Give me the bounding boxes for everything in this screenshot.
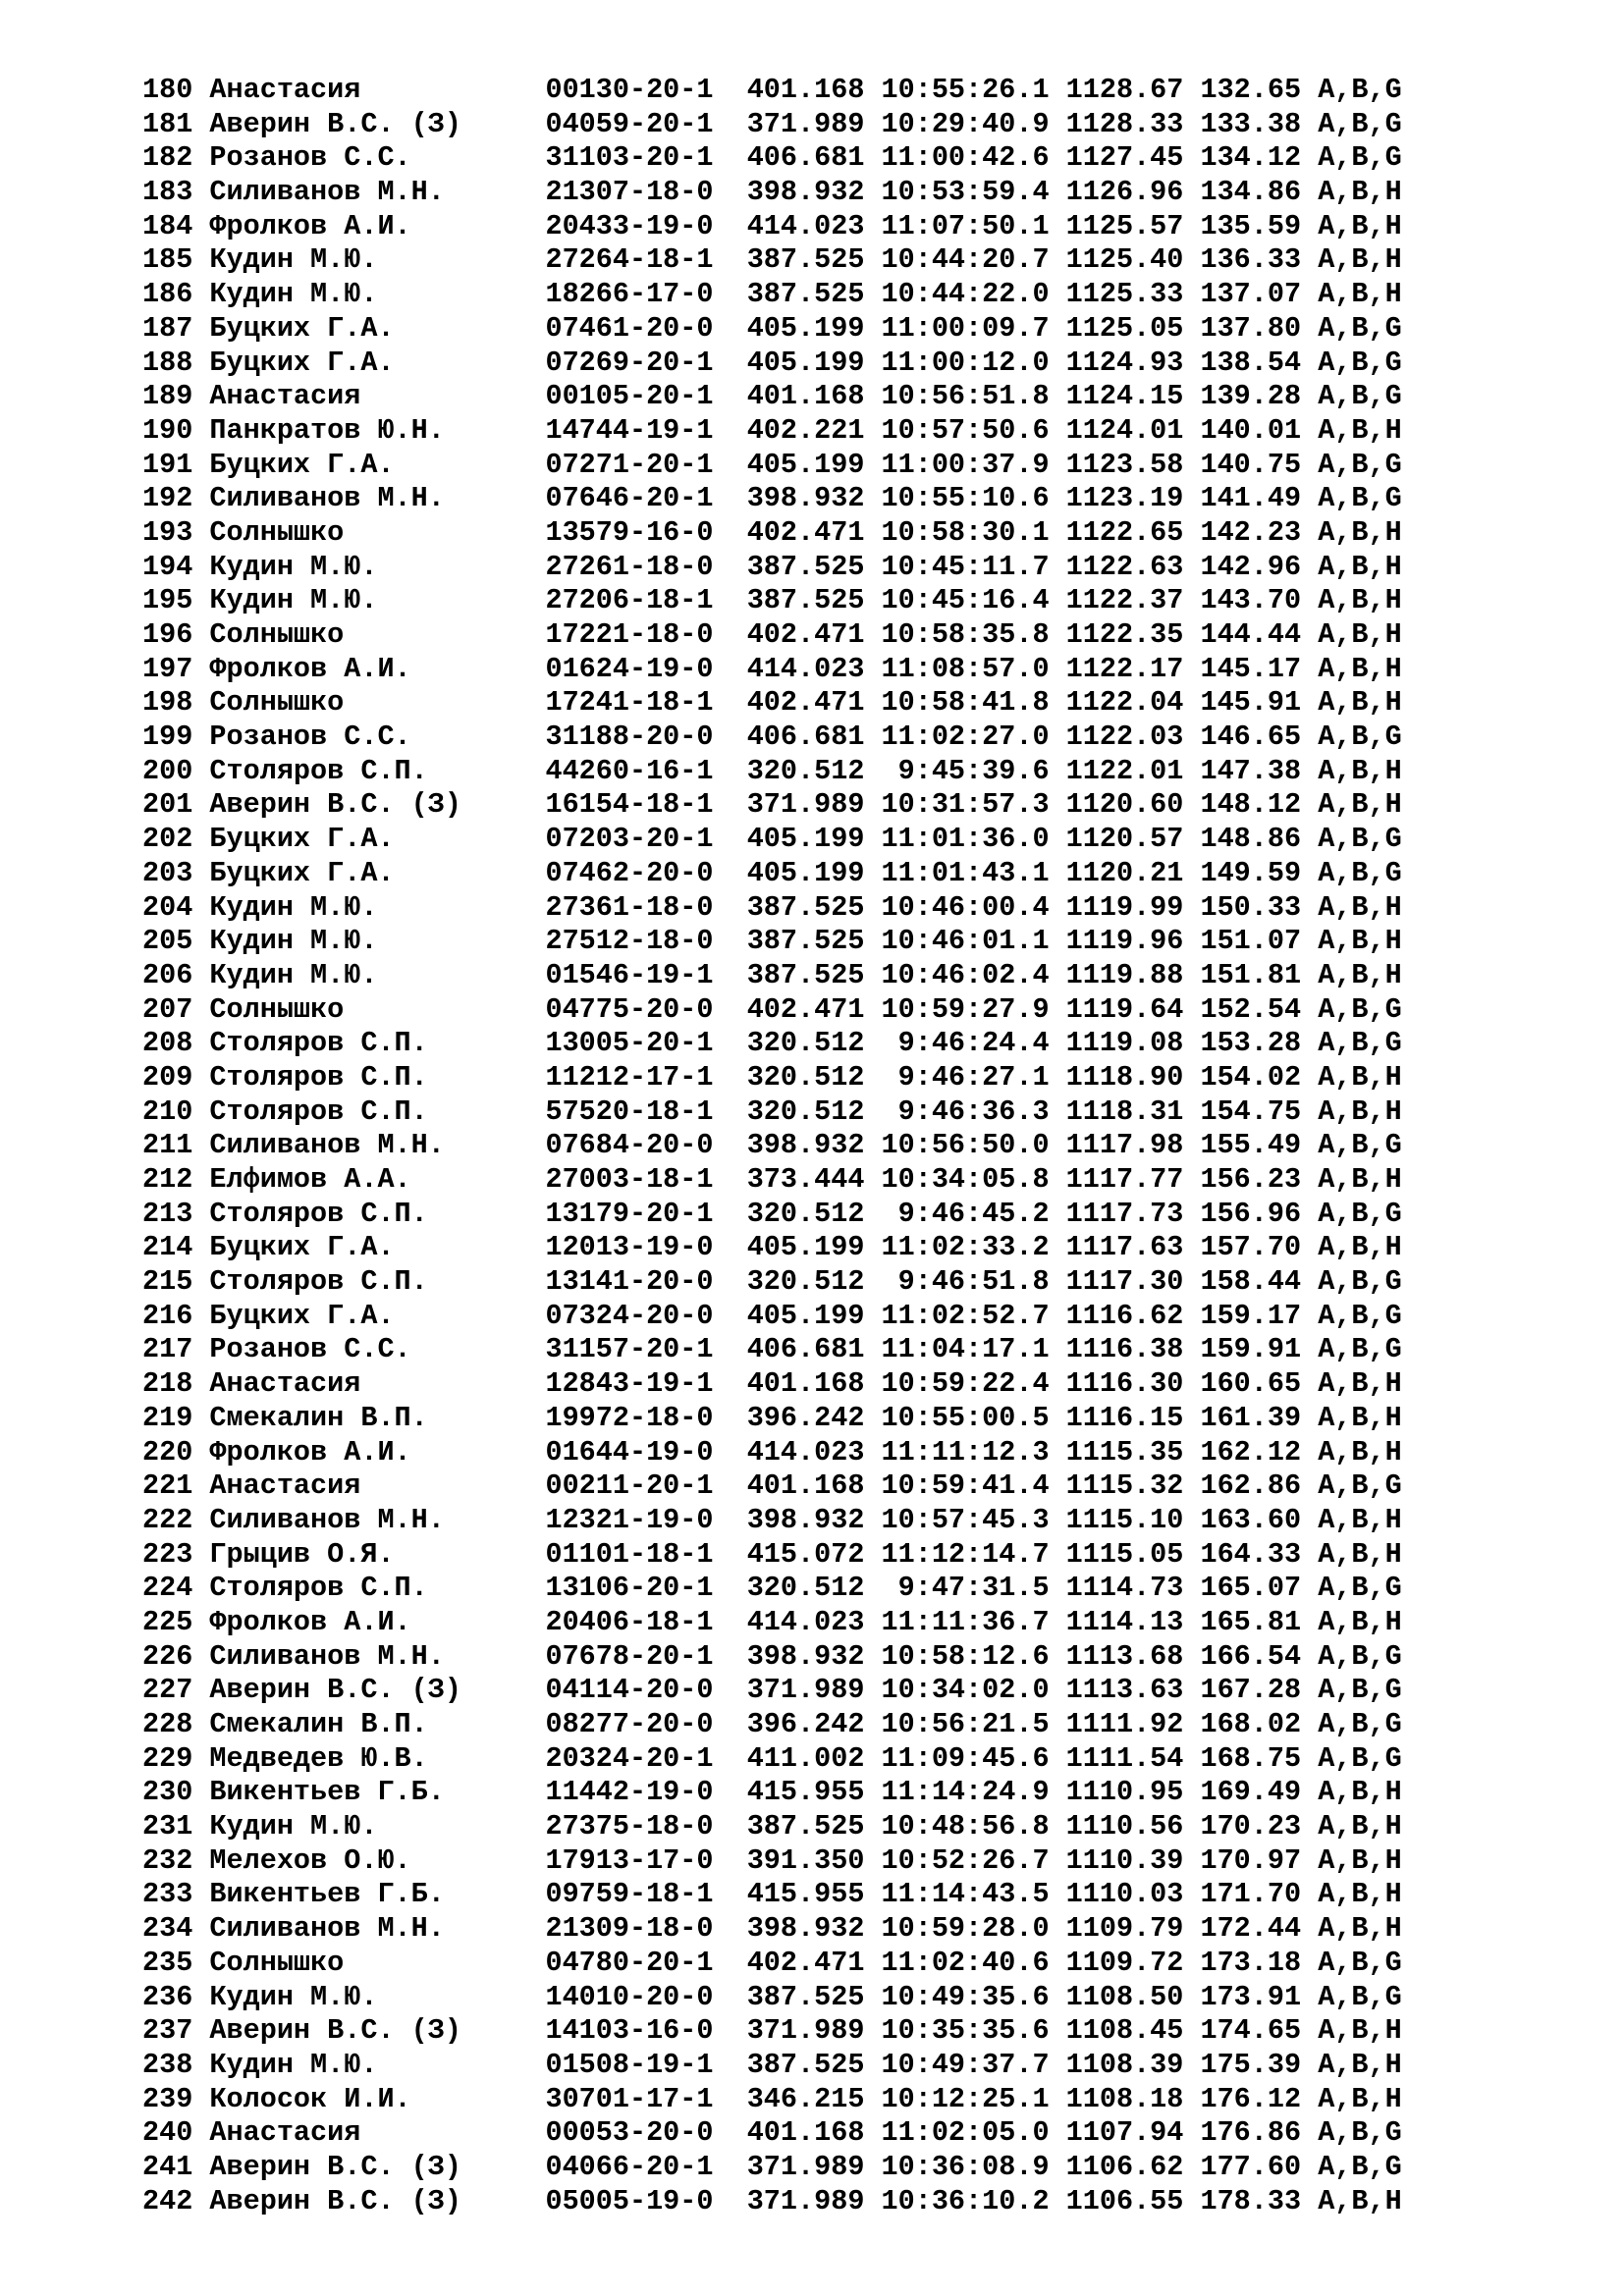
table-row: 228 Смекалин В.П. 08277-20-0 396.242 10:56:21.5 1111.92 168.02 A,B,G bbox=[142, 1708, 1402, 1740]
table-row: 203 Буцких Г.А. 07462-20-0 405.199 11:01:43.1 1120.21 149.59 A,B,G bbox=[142, 856, 1402, 889]
table-row: 219 Смекалин В.П. 19972-18-0 396.242 10:55:00.5 1116.15 161.39 A,B,H bbox=[142, 1401, 1402, 1434]
table-row: 214 Буцких Г.А. 12013-19-0 405.199 11:02:33.2 1117.63 157.70 A,B,H bbox=[142, 1231, 1402, 1264]
table-row: 220 Фролков А.И. 01644-19-0 414.023 11:11:12.3 1115.35 162.12 A,B,H bbox=[142, 1435, 1402, 1468]
table-row: 188 Буцких Г.А. 07269-20-1 405.199 11:00:12.0 1124.93 138.54 A,B,G bbox=[142, 346, 1402, 379]
table-row: 199 Розанов С.С. 31188-20-0 406.681 11:02:27.0 1122.03 146.65 A,B,G bbox=[142, 721, 1402, 754]
table-row: 213 Столяров С.П. 13179-20-1 320.512 9:46:45.2 1117.73 156.96 A,B,G bbox=[142, 1197, 1402, 1230]
table-row: 226 Силиванов М.Н. 07678-20-1 398.932 10:58:12.6 1113.68 166.54 A,B,G bbox=[142, 1639, 1402, 1673]
table-row: 207 Солнышко 04775-20-0 402.471 10:59:27.9 1119.64 152.54 A,B,G bbox=[142, 992, 1402, 1026]
table-row: 234 Силиванов М.Н. 21309-18-0 398.932 10:59:28.0 1109.79 172.44 A,B,H bbox=[142, 1912, 1402, 1946]
table-row: 215 Столяров С.П. 13141-20-0 320.512 9:46:51.8 1117.30 158.44 A,B,G bbox=[142, 1265, 1402, 1299]
table-row: 229 Медведев Ю.В. 20324-20-1 411.002 11:09:45.6 1111.54 168.75 A,B,G bbox=[142, 1741, 1402, 1775]
table-row: 230 Викентьев Г.Б. 11442-19-0 415.955 11:14:24.9 1110.95 169.49 A,B,H bbox=[142, 1776, 1402, 1809]
table-row: 190 Панкратов Ю.Н. 14744-19-1 402.221 10:57:50.6 1124.01 140.01 A,B,H bbox=[142, 413, 1402, 447]
table-row: 233 Викентьев Г.Б. 09759-18-1 415.955 11:14:43.5 1110.03 171.70 A,B,H bbox=[142, 1878, 1402, 1911]
table-row: 211 Силиванов М.Н. 07684-20-0 398.932 10:56:50.0 1117.98 155.49 A,B,G bbox=[142, 1129, 1402, 1162]
table-row: 201 Аверин В.С. (З) 16154-18-1 371.989 10:31:57.3 1120.60 148.12 A,B,H bbox=[142, 788, 1402, 822]
table-row: 189 Анастасия 00105-20-1 401.168 10:56:51.8 1124.15 139.28 A,B,G bbox=[142, 380, 1402, 413]
table-row: 196 Солнышко 17221-18-0 402.471 10:58:35.8 1122.35 144.44 A,B,H bbox=[142, 618, 1402, 651]
table-row: 236 Кудин М.Ю. 14010-20-0 387.525 10:49:35.6 1108.50 173.91 A,B,G bbox=[142, 1980, 1402, 2013]
table-row: 237 Аверин В.С. (З) 14103-16-0 371.989 10:35:35.6 1108.45 174.65 A,B,H bbox=[142, 2014, 1402, 2048]
table-row: 197 Фролков А.И. 01624-19-0 414.023 11:08:57.0 1122.17 145.17 A,B,H bbox=[142, 652, 1402, 685]
table-row: 192 Силиванов М.Н. 07646-20-1 398.932 10:55:10.6 1123.19 141.49 A,B,G bbox=[142, 482, 1402, 515]
table-row: 186 Кудин М.Ю. 18266-17-0 387.525 10:44:22.0 1125.33 137.07 A,B,H bbox=[142, 278, 1402, 311]
table-row: 221 Анастасия 00211-20-1 401.168 10:59:41.4 1115.32 162.86 A,B,G bbox=[142, 1469, 1402, 1503]
table-row: 224 Столяров С.П. 13106-20-1 320.512 9:47:31.5 1114.73 165.07 A,B,G bbox=[142, 1572, 1402, 1605]
table-row: 241 Аверин В.С. (З) 04066-20-1 371.989 10:36:08.9 1106.62 177.60 A,B,G bbox=[142, 2150, 1402, 2183]
table-row: 202 Буцких Г.А. 07203-20-1 405.199 11:01:36.0 1120.57 148.86 A,B,G bbox=[142, 823, 1402, 856]
table-row: 180 Анастасия 00130-20-1 401.168 10:55:26.1 1128.67 132.65 A,B,G bbox=[142, 74, 1402, 106]
table-row: 210 Столяров С.П. 57520-18-1 320.512 9:46:36.3 1118.31 154.75 A,B,H bbox=[142, 1095, 1402, 1128]
table-row: 184 Фролков А.И. 20433-19-0 414.023 11:07:50.1 1125.57 135.59 A,B,H bbox=[142, 209, 1402, 242]
table-row: 223 Грыцив О.Я. 01101-18-1 415.072 11:12:14.7 1115.05 164.33 A,B,H bbox=[142, 1537, 1402, 1571]
table-row: 222 Силиванов М.Н. 12321-19-0 398.932 10:57:45.3 1115.10 163.60 A,B,H bbox=[142, 1503, 1402, 1536]
table-row: 232 Мелехов О.Ю. 17913-17-0 391.350 10:52:26.7 1110.39 170.97 A,B,H bbox=[142, 1843, 1402, 1877]
table-row: 195 Кудин М.Ю. 27206-18-1 387.525 10:45:16.4 1122.37 143.70 A,B,H bbox=[142, 584, 1402, 617]
table-row: 183 Силиванов М.Н. 21307-18-0 398.932 10:53:59.4 1126.96 134.86 A,B,H bbox=[142, 176, 1402, 209]
table-row: 239 Колосок И.И. 30701-17-1 346.215 10:12:25.1 1108.18 176.12 A,B,H bbox=[142, 2082, 1402, 2115]
table-row: 231 Кудин М.Ю. 27375-18-0 387.525 10:48:56.8 1110.56 170.23 A,B,H bbox=[142, 1810, 1402, 1843]
table-row: 227 Аверин В.С. (З) 04114-20-0 371.989 10:34:02.0 1113.63 167.28 A,B,G bbox=[142, 1674, 1402, 1707]
table-row: 191 Буцких Г.А. 07271-20-1 405.199 11:00:37.9 1123.58 140.75 A,B,G bbox=[142, 448, 1402, 481]
table-row: 187 Буцких Г.А. 07461-20-0 405.199 11:00:09.7 1125.05 137.80 A,B,G bbox=[142, 311, 1402, 345]
table-row: 194 Кудин М.Ю. 27261-18-0 387.525 10:45:11.7 1122.63 142.96 A,B,H bbox=[142, 550, 1402, 583]
table-row: 206 Кудин М.Ю. 01546-19-1 387.525 10:46:02.4 1119.88 151.81 A,B,H bbox=[142, 958, 1402, 991]
table-row: 181 Аверин В.С. (З) 04059-20-1 371.989 10:29:40.9 1128.33 133.38 A,B,G bbox=[142, 107, 1402, 140]
table-row: 209 Столяров С.П. 11212-17-1 320.512 9:46:27.1 1118.90 154.02 A,B,H bbox=[142, 1060, 1402, 1094]
table-row: 212 Елфимов А.А. 27003-18-1 373.444 10:34:05.8 1117.77 156.23 A,B,H bbox=[142, 1163, 1402, 1196]
table-row: 242 Аверин В.С. (З) 05005-19-0 371.989 10:36:10.2 1106.55 178.33 A,B,H bbox=[142, 2184, 1402, 2217]
table-row: 193 Солнышко 13579-16-0 402.471 10:58:30.1 1122.65 142.23 A,B,H bbox=[142, 515, 1402, 549]
table-row: 205 Кудин М.Ю. 27512-18-0 387.525 10:46:01.1 1119.96 151.07 A,B,H bbox=[142, 925, 1402, 958]
table-row: 218 Анастасия 12843-19-1 401.168 10:59:22.4 1116.30 160.65 A,B,H bbox=[142, 1367, 1402, 1401]
table-row: 185 Кудин М.Ю. 27264-18-1 387.525 10:44:20.7 1125.40 136.33 A,B,H bbox=[142, 243, 1402, 277]
table-row: 204 Кудин М.Ю. 27361-18-0 387.525 10:46:00.4 1119.99 150.33 A,B,H bbox=[142, 890, 1402, 924]
table-row: 216 Буцких Г.А. 07324-20-0 405.199 11:02:52.7 1116.62 159.17 A,B,G bbox=[142, 1299, 1402, 1332]
results-table bbox=[142, 74, 1402, 2218]
table-row: 225 Фролков А.И. 20406-18-1 414.023 11:11:36.7 1114.13 165.81 A,B,H bbox=[142, 1605, 1402, 1638]
table-row: 198 Солнышко 17241-18-1 402.471 10:58:41.8 1122.04 145.91 A,B,H bbox=[142, 686, 1402, 720]
table-row: 200 Столяров С.П. 44260-16-1 320.512 9:45:39.6 1122.01 147.38 A,B,H bbox=[142, 754, 1402, 787]
table-row: 208 Столяров С.П. 13005-20-1 320.512 9:46:24.4 1119.08 153.28 A,B,G bbox=[142, 1027, 1402, 1060]
table-row: 217 Розанов С.С. 31157-20-1 406.681 11:04:17.1 1116.38 159.91 A,B,G bbox=[142, 1333, 1402, 1366]
table-row: 235 Солнышко 04780-20-1 402.471 11:02:40.6 1109.72 173.18 A,B,G bbox=[142, 1946, 1402, 1979]
table-row: 238 Кудин М.Ю. 01508-19-1 387.525 10:49:37.7 1108.39 175.39 A,B,H bbox=[142, 2048, 1402, 2081]
table-row: 182 Розанов С.С. 31103-20-1 406.681 11:00:42.6 1127.45 134.12 A,B,G bbox=[142, 141, 1402, 175]
table-row: 240 Анастасия 00053-20-0 401.168 11:02:05.0 1107.94 176.86 A,B,G bbox=[142, 2116, 1402, 2150]
